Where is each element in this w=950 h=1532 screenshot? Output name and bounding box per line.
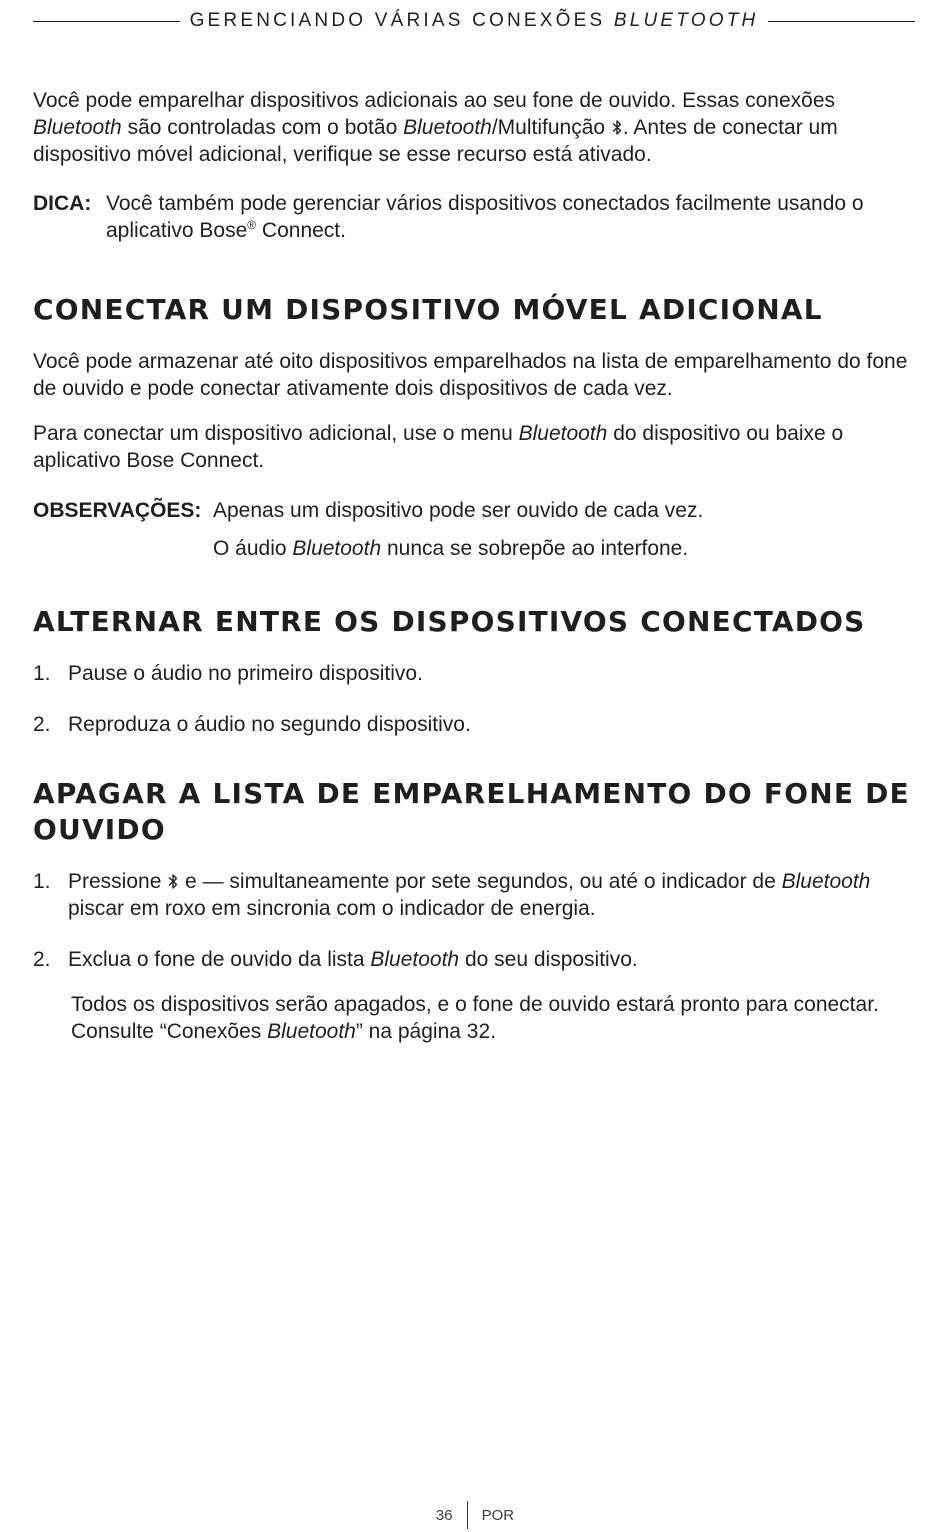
notes-label-spacer [33, 535, 213, 562]
clear-step1-text-2: e — simultaneamente por sete segundos, ou até o indicador de [179, 870, 782, 893]
connect-p2-text-1: Para conectar um dispositivo adicional, use o menu [33, 422, 519, 445]
step-text: Pause o áudio no primeiro dispositivo. [68, 662, 423, 685]
tip-text [106, 190, 918, 244]
heading-switch-devices: ALTERNAR ENTRE OS DISPOSITIVOS CONECTADOS [33, 605, 866, 638]
tip-text-1: Você também pode gerenciar vários dispositivos conectados facilmente usando o aplicativo Bose [106, 192, 864, 242]
header-rule-left [33, 21, 180, 22]
clear-result-paragraph [71, 991, 918, 1045]
bluetooth-icon [612, 119, 622, 136]
page-number: 36 [435, 1506, 453, 1524]
connect-p2-text-3: do dispositivo ou baixe o aplicativo Bose Connect. [33, 422, 844, 472]
heading-connect-additional-device: CONECTAR UM DISPOSITIVO MÓVEL ADICIONAL [33, 293, 823, 326]
clear-step2-text-2: Bluetooth [370, 948, 460, 971]
note-1: Apenas um dispositivo pode ser ouvido de cada vez. [213, 499, 704, 522]
clear-result-text-3: ” na página 32. [355, 1020, 496, 1043]
list-item [33, 711, 918, 738]
list-item [33, 946, 918, 973]
tip-label: DICA: [33, 192, 92, 215]
note-2-text-1: O áudio [213, 537, 293, 560]
clear-step2-text-1: Exclua o fone de ouvido da lista [68, 948, 371, 971]
page-header [33, 8, 915, 34]
tip-text-2: Connect. [256, 219, 346, 242]
intro-text-2: Bluetooth [33, 116, 122, 139]
clear-step2-text-3: do seu dispositivo. [459, 948, 638, 971]
note-2 [213, 535, 918, 562]
intro-text-6: . Antes de conectar um dispositivo móvel adicional, verifique se esse recurso está ativado. [33, 116, 838, 166]
clear-step1-text-1: Pressione [68, 870, 168, 893]
header-title-italic: BLUETOOTH [613, 10, 759, 31]
footer-divider [467, 1501, 468, 1529]
step-number: 1. [33, 662, 51, 685]
notes-label: OBSERVAÇÕES: [33, 499, 202, 522]
intro-text-4: Bluetooth [403, 116, 492, 139]
header-title-text: GERENCIANDO VÁRIAS CONEXÕES [189, 10, 606, 31]
page-footer [0, 1500, 950, 1530]
clear-step1-text-4: piscar em roxo em sincronia com o indicador de energia. [68, 897, 596, 920]
connect-paragraph-1: Você pode armazenar até oito dispositivos emparelhados na lista de emparelhamento do fone de ouvido e pode conectar ativamente dois dispositivos de cada vez. [33, 350, 908, 400]
tip-block [33, 190, 918, 244]
intro-text-5: /Multifunção [491, 116, 611, 139]
intro-paragraph [33, 87, 918, 168]
notes-row-1 [33, 497, 918, 524]
intro-text-1: Você pode emparelhar dispositivos adicionais ao seu fone de ouvido. Essas conexões [33, 89, 836, 112]
clear-result-text-2: Bluetooth [267, 1020, 356, 1043]
connect-p2-text-2: Bluetooth [518, 422, 608, 445]
header-title [180, 10, 769, 32]
clear-result-text-1: Todos os dispositivos serão apagados, e o fone de ouvido estará pronto para conectar. Consulte “Conexões [71, 993, 879, 1043]
heading-clear-pairing-list: APAGAR A LISTA DE EMPARELHAMENTO DO FONE DE OUVIDO [33, 777, 910, 846]
step-number: 1. [33, 870, 51, 893]
list-item [33, 660, 918, 687]
step-text [68, 868, 918, 922]
note-2-text-2: Bluetooth [292, 537, 382, 560]
notes-row-2 [33, 535, 918, 562]
step-number: 2. [33, 948, 51, 971]
list-item [33, 868, 918, 922]
registered-mark: ® [247, 218, 257, 232]
page-content [33, 87, 918, 1045]
step-number: 2. [33, 713, 51, 736]
step-text: Reproduza o áudio no segundo dispositivo. [68, 713, 471, 736]
connect-paragraph-2 [33, 420, 918, 474]
intro-text-3: são controladas com o botão [121, 116, 404, 139]
step-text [68, 946, 918, 973]
clear-step1-text-3: Bluetooth [781, 870, 871, 893]
language-code: POR [481, 1506, 515, 1524]
note-2-text-3: nunca se sobrepõe ao interfone. [381, 537, 689, 560]
bluetooth-icon [168, 873, 178, 890]
header-rule-right [768, 21, 915, 22]
